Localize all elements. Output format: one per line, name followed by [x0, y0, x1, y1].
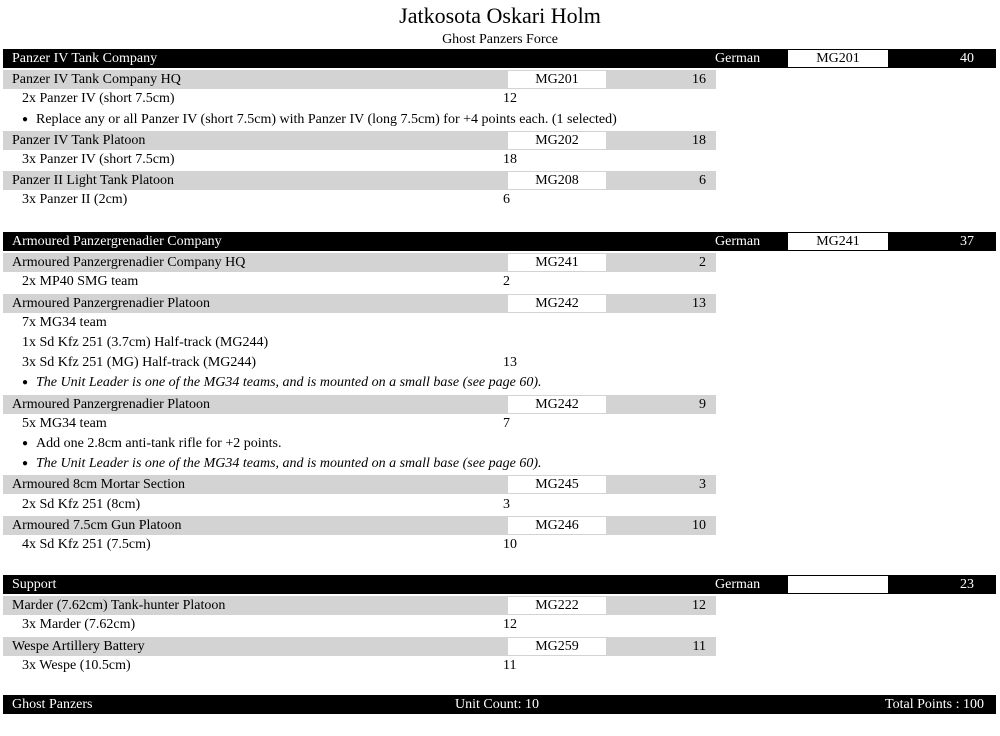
formation-nation: German	[715, 234, 761, 249]
unit-line-points: 11	[503, 658, 517, 673]
unit-points: 9	[699, 397, 706, 412]
unit-points: 13	[692, 296, 706, 311]
unit-note	[22, 374, 542, 392]
unit-line-text: 7x MG34 team	[22, 315, 107, 330]
formation-code: MG201	[788, 50, 888, 67]
formation-header	[3, 232, 996, 251]
formation-code	[788, 576, 888, 593]
unit-header	[3, 131, 716, 150]
unit-line-points: 18	[503, 152, 517, 167]
unit-line	[0, 314, 700, 332]
unit-points: 11	[692, 639, 706, 654]
unit-code: MG202	[508, 132, 606, 149]
unit-header	[3, 70, 716, 89]
unit-line-points: 12	[503, 617, 517, 632]
unit-points: 10	[692, 518, 706, 533]
unit-line-text: 3x Wespe (10.5cm)	[22, 658, 131, 673]
unit-code: MG222	[508, 597, 606, 614]
unit-header	[3, 637, 716, 656]
unit-note-text: Add one 2.8cm anti-tank rifle for +2 points.	[36, 436, 282, 451]
unit-points: 6	[699, 173, 706, 188]
unit-line	[0, 616, 700, 634]
unit-header	[3, 395, 716, 414]
unit-name: Armoured 7.5cm Gun Platoon	[12, 518, 182, 533]
unit-line-points: 13	[503, 355, 517, 370]
footer-unit-count: Unit Count: 10	[455, 697, 540, 712]
unit-name: Marder (7.62cm) Tank-hunter Platoon	[12, 598, 226, 613]
bullet-icon: ●	[22, 438, 29, 449]
unit-line-text: 5x MG34 team	[22, 416, 107, 431]
unit-name: Armoured Panzergrenadier Platoon	[12, 296, 211, 311]
unit-code: MG245	[508, 476, 606, 493]
unit-line-text: 1x Sd Kfz 251 (3.7cm) Half-track (MG244)	[22, 335, 269, 350]
unit-line-points: 2	[503, 274, 510, 289]
unit-note-text: The Unit Leader is one of the MG34 teams, and is mounted on a small base (see page 60).	[36, 456, 542, 471]
bullet-icon: ●	[22, 114, 29, 125]
formation-code: MG241	[788, 233, 888, 250]
unit-line-text: 3x Panzer IV (short 7.5cm)	[22, 152, 175, 167]
formation-name: Support	[12, 577, 57, 592]
formation-nation: German	[715, 51, 761, 66]
unit-line	[0, 536, 700, 554]
formation-name: Armoured Panzergrenadier Company	[12, 234, 222, 249]
formation-name: Panzer IV Tank Company	[12, 51, 158, 66]
unit-header	[3, 475, 716, 494]
unit-name: Panzer II Light Tank Platoon	[12, 173, 175, 188]
summary-footer	[3, 695, 996, 714]
unit-code: MG201	[508, 71, 606, 88]
footer-total-points: Total Points : 100	[885, 697, 984, 712]
unit-name: Wespe Artillery Battery	[12, 639, 145, 654]
unit-points: 2	[699, 255, 706, 270]
unit-line	[0, 151, 700, 169]
formation-header	[3, 575, 996, 594]
unit-line	[0, 334, 700, 352]
unit-line-text: 2x Sd Kfz 251 (8cm)	[22, 497, 141, 512]
unit-name: Panzer IV Tank Platoon	[12, 133, 146, 148]
bullet-icon: ●	[22, 458, 29, 469]
unit-line	[0, 415, 700, 433]
footer-force-name: Ghost Panzers	[12, 697, 93, 712]
formation-nation: German	[715, 577, 761, 592]
unit-line	[0, 657, 700, 675]
unit-line	[0, 90, 700, 108]
unit-header	[3, 516, 716, 535]
unit-line-points: 3	[503, 497, 510, 512]
unit-line-text: 4x Sd Kfz 251 (7.5cm)	[22, 537, 151, 552]
unit-header	[3, 253, 716, 272]
unit-code: MG242	[508, 396, 606, 413]
unit-points: 12	[692, 598, 706, 613]
unit-line-points: 6	[503, 192, 510, 207]
unit-points: 16	[692, 72, 706, 87]
unit-points: 3	[699, 477, 706, 492]
unit-name: Armoured Panzergrenadier Platoon	[12, 397, 211, 412]
unit-line-points: 7	[503, 416, 510, 431]
unit-note	[22, 111, 617, 129]
unit-code: MG241	[508, 254, 606, 271]
unit-line	[0, 496, 700, 514]
unit-name: Panzer IV Tank Company HQ	[12, 72, 181, 87]
unit-line-points: 10	[503, 537, 517, 552]
unit-code: MG259	[508, 638, 606, 655]
unit-line	[0, 354, 700, 372]
unit-note-text: The Unit Leader is one of the MG34 teams, and is mounted on a small base (see page 60).	[36, 375, 542, 390]
unit-line	[0, 273, 700, 291]
unit-name: Armoured 8cm Mortar Section	[12, 477, 186, 492]
unit-points: 18	[692, 133, 706, 148]
unit-code: MG246	[508, 517, 606, 534]
unit-line-text: 2x MP40 SMG team	[22, 274, 139, 289]
unit-note	[22, 435, 281, 453]
unit-line-text: 2x Panzer IV (short 7.5cm)	[22, 91, 175, 106]
unit-header	[3, 294, 716, 313]
page-subtitle: Ghost Panzers Force	[442, 32, 558, 47]
unit-line-text: 3x Marder (7.62cm)	[22, 617, 136, 632]
unit-name: Armoured Panzergrenadier Company HQ	[12, 255, 246, 270]
formation-points: 37	[960, 234, 974, 249]
formation-header	[3, 49, 996, 68]
unit-code: MG242	[508, 295, 606, 312]
unit-note	[22, 455, 542, 473]
unit-line-text: 3x Sd Kfz 251 (MG) Half-track (MG244)	[22, 355, 257, 370]
unit-line	[0, 191, 700, 209]
unit-header	[3, 596, 716, 615]
formation-points: 23	[960, 577, 974, 592]
unit-note-text: Replace any or all Panzer IV (short 7.5cm) with Panzer IV (long 7.5cm) for +4 points each. (1 selected)	[36, 112, 617, 127]
unit-line-text: 3x Panzer II (2cm)	[22, 192, 128, 207]
bullet-icon: ●	[22, 377, 29, 388]
unit-line-points: 12	[503, 91, 517, 106]
page-title: Jatkosota Oskari Holm	[399, 3, 601, 28]
unit-header	[3, 171, 716, 190]
unit-code: MG208	[508, 172, 606, 189]
formation-points: 40	[960, 51, 974, 66]
